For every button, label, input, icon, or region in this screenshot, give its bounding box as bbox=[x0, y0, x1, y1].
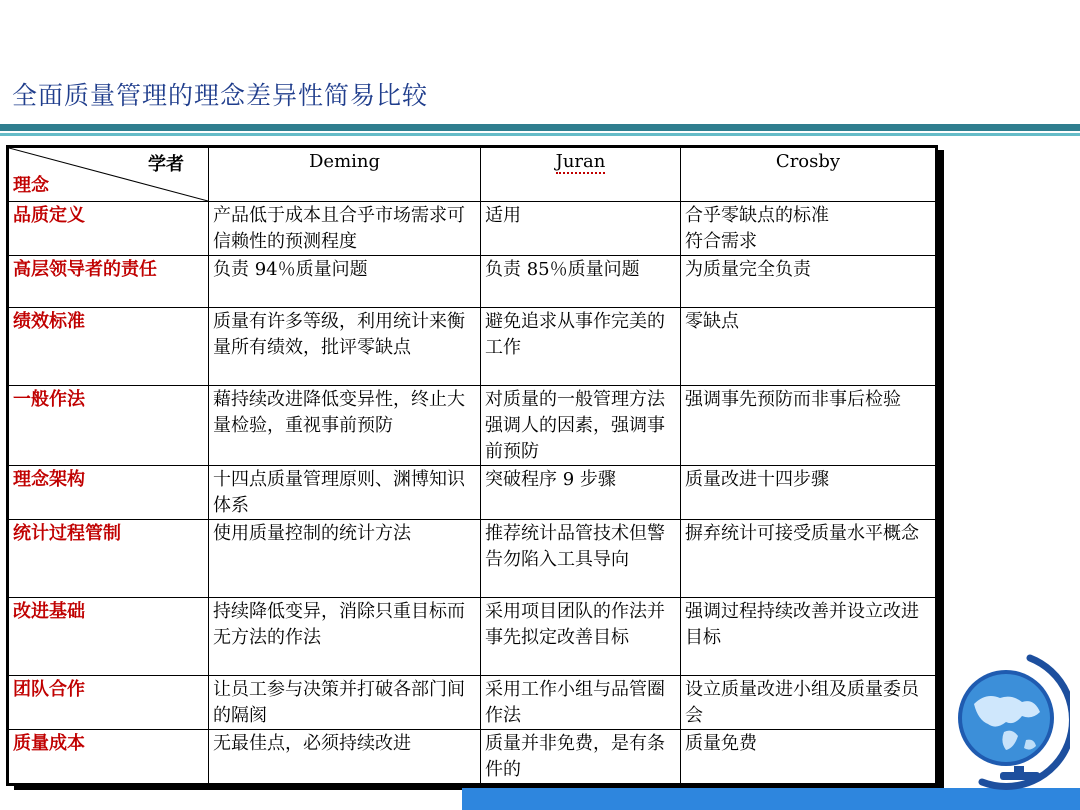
title-divider-dark bbox=[0, 124, 1080, 131]
concept-cell: 品质定义 bbox=[9, 202, 209, 256]
deming-cell: 让员工参与决策并打破各部门间的隔阂 bbox=[209, 676, 481, 730]
crosby-cell: 合乎零缺点的标准 符合需求 bbox=[681, 202, 936, 256]
concept-cell: 高层领导者的责任 bbox=[9, 256, 209, 308]
concept-cell: 改进基础 bbox=[9, 598, 209, 676]
concept-cell: 绩效标准 bbox=[9, 308, 209, 386]
table-row bbox=[9, 308, 936, 386]
slide-title: 全面质量管理的理念差异性简易比较 bbox=[12, 81, 429, 110]
table-row bbox=[9, 256, 936, 308]
deming-cell: 无最佳点，必须持续改进 bbox=[209, 730, 481, 784]
deming-cell: 藉持续改进降低变异性，终止大量检验，重视事前预防 bbox=[209, 386, 481, 466]
scholar-header-label: 学者 bbox=[148, 154, 184, 175]
table-row bbox=[9, 386, 936, 466]
juran-cell: 避免追求从事作完美的工作 bbox=[481, 308, 681, 386]
scholar-name-crosby bbox=[681, 148, 936, 202]
concept-cell: 团队合作 bbox=[9, 676, 209, 730]
crosby-cell: 摒弃统计可接受质量水平概念 bbox=[681, 520, 936, 598]
juran-cell: 推荐统计品管技术但警告勿陷入工具导向 bbox=[481, 520, 681, 598]
juran-cell: 对质量的一般管理方法强调人的因素，强调事前预防 bbox=[481, 386, 681, 466]
scholar-name-juran bbox=[481, 148, 681, 202]
deming-cell: 持续降低变异，消除只重目标而无方法的作法 bbox=[209, 598, 481, 676]
table-row bbox=[9, 202, 936, 256]
comparison-table-frame bbox=[6, 145, 938, 786]
crosby-cell: 强调事先预防而非事后检验 bbox=[681, 386, 936, 466]
concept-cell: 质量成本 bbox=[9, 730, 209, 784]
scholar-name-text: Juran bbox=[555, 151, 606, 172]
concept-cell: 理念架构 bbox=[9, 466, 209, 520]
concept-cell: 统计过程管制 bbox=[9, 520, 209, 598]
table-row bbox=[9, 466, 936, 520]
globe-icon bbox=[952, 654, 1070, 794]
header-row bbox=[9, 148, 936, 202]
deming-cell: 十四点质量管理原则、渊博知识体系 bbox=[209, 466, 481, 520]
crosby-cell: 为质量完全负责 bbox=[681, 256, 936, 308]
table-row bbox=[9, 520, 936, 598]
scholar-name-text: Deming bbox=[308, 151, 381, 172]
concept-header-label: 理念 bbox=[13, 175, 49, 196]
crosby-cell: 强调过程持续改善并设立改进目标 bbox=[681, 598, 936, 676]
concept-cell: 一般作法 bbox=[9, 386, 209, 466]
table-row bbox=[9, 598, 936, 676]
crosby-cell: 质量免费 bbox=[681, 730, 936, 784]
juran-cell: 突破程序 9 步骤 bbox=[481, 466, 681, 520]
crosby-cell: 设立质量改进小组及质量委员会 bbox=[681, 676, 936, 730]
juran-cell: 负责 85％质量问题 bbox=[481, 256, 681, 308]
table-row bbox=[9, 676, 936, 730]
title-divider-light bbox=[0, 133, 1080, 136]
juran-cell: 适用 bbox=[481, 202, 681, 256]
juran-cell: 采用项目团队的作法并事先拟定改善目标 bbox=[481, 598, 681, 676]
juran-cell: 采用工作小组与品管圈作法 bbox=[481, 676, 681, 730]
deming-cell: 产品低于成本且合乎市场需求可信赖性的预测程度 bbox=[209, 202, 481, 256]
crosby-cell: 零缺点 bbox=[681, 308, 936, 386]
table-row bbox=[9, 730, 936, 784]
crosby-cell: 质量改进十四步骤 bbox=[681, 466, 936, 520]
scholar-name-deming bbox=[209, 148, 481, 202]
scholar-name-text: Crosby bbox=[775, 151, 841, 172]
corner-header-cell bbox=[9, 148, 209, 202]
comparison-table bbox=[8, 147, 936, 784]
deming-cell: 使用质量控制的统计方法 bbox=[209, 520, 481, 598]
deming-cell: 质量有许多等级，利用统计来衡量所有绩效，批评零缺点 bbox=[209, 308, 481, 386]
deming-cell: 负责 94％质量问题 bbox=[209, 256, 481, 308]
juran-cell: 质量并非免费，是有条件的 bbox=[481, 730, 681, 784]
